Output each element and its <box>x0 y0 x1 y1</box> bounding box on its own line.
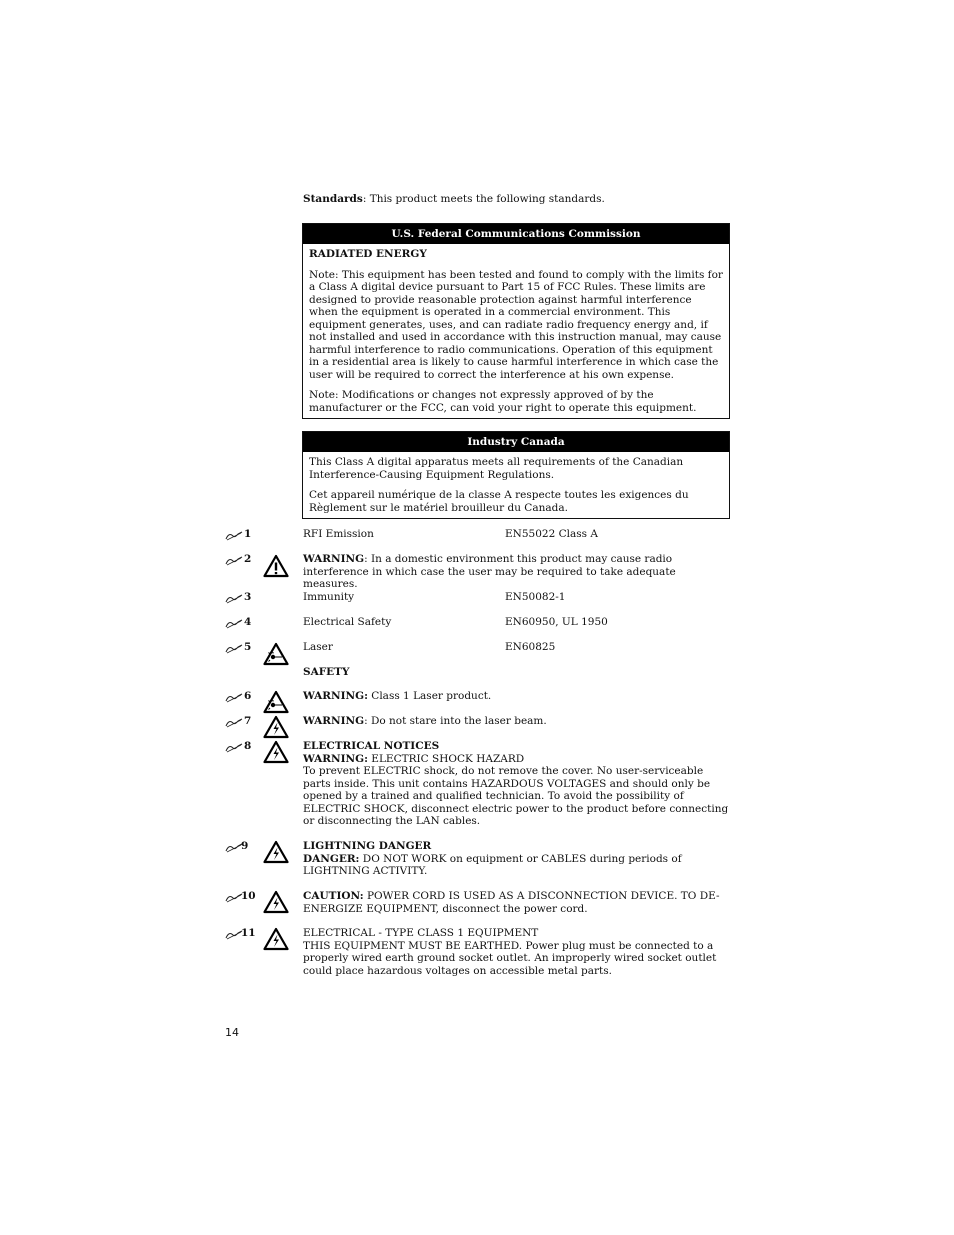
page-number: 14 <box>225 1026 239 1039</box>
high-voltage-icon <box>263 715 289 739</box>
item-rest: ELECTRIC SHOCK HAZARD <box>367 752 525 765</box>
fcc-title: RADIATED ENERGY <box>309 248 427 260</box>
canada-header: Industry Canada <box>303 432 729 452</box>
item-label: Immunity <box>303 591 355 603</box>
fcc-paragraph-1: Note: This equipment has been tested and found to comply with the limits for a Class A digital device pursuant to Part 15 of FCC Rules. These limits are designed to provide reasonable protection against harmful interference when the equipment is operated in a commercial environment. This equipment generates, uses, and can radiate radio frequency energy and, if not installed and used in accordance with this instruction manual, may cause harmful interference to radio communications. Operation of this equipment in a residential area is likely to cause harmful interference in which case the user will be required to correct the interference at his own expense. <box>309 268 723 381</box>
item-bold: CAUTION: <box>303 890 364 902</box>
fcc-header: U.S. Federal Communications Commission <box>303 224 729 244</box>
item-title: ELECTRICAL - TYPE CLASS 1 EQUIPMENT <box>303 927 539 939</box>
item-bold: WARNING: <box>303 752 368 765</box>
pen-icon <box>225 531 243 541</box>
high-voltage-icon <box>263 740 289 764</box>
item-subline <box>303 753 731 766</box>
item-value: EN60950, UL 1950 <box>505 616 608 628</box>
item-body: To prevent ELECTRIC shock, do not remove the cover. No user-serviceable parts inside. This unit contains HAZARDOUS VOLTAGES and should only be opened by a trained and qualified technician. To avoid the possibility of ELECTRIC SHOCK, disconnect electric power to the product before connecting or disconnecting the LAN cables. <box>303 765 729 827</box>
fcc-paragraph-2: Note: Modifications or changes not expressly approved of by the manufacturer or the FCC, can void your right to operate this equipment. <box>309 389 697 414</box>
item-title: LIGHTNING DANGER <box>303 840 432 852</box>
item-label: RFI Emission <box>303 528 374 540</box>
pen-icon <box>225 718 243 728</box>
item-title: ELECTRICAL NOTICES <box>303 740 440 752</box>
item-number: 5 <box>244 641 252 653</box>
item-text <box>303 553 731 591</box>
item-label: Laser <box>303 641 333 653</box>
warning-exclamation-icon <box>263 554 289 578</box>
high-voltage-icon <box>263 890 289 914</box>
item-text <box>303 890 731 915</box>
item-value: EN50082-1 <box>505 591 566 603</box>
pen-icon <box>225 693 243 703</box>
item-value: EN55022 Class A <box>505 528 598 540</box>
item-value: EN60825 <box>505 641 556 653</box>
pen-icon <box>225 556 243 566</box>
item-rest: : In a domestic environment this product may cause radio interference in which case the user may be required to take adequate measures. <box>303 553 676 590</box>
item-number: 2 <box>244 553 252 565</box>
item-bold: DANGER: <box>303 852 360 865</box>
item-number: 11 <box>241 927 256 939</box>
canada-paragraph-1: This Class A digital apparatus meets all requirements of the Canadian Interference-Causing Equipment Regulations. <box>309 456 684 481</box>
item-rest: DO NOT WORK on equipment or CABLES during periods of LIGHTNING ACTIVITY. <box>303 852 682 877</box>
item-text <box>303 927 731 977</box>
pen-icon <box>225 644 243 654</box>
item-number: 10 <box>241 890 256 902</box>
safety-heading: SAFETY <box>303 666 350 678</box>
item-number: 4 <box>244 616 252 628</box>
standards-label: Standards <box>303 193 363 205</box>
item-bold: WARNING <box>303 553 365 565</box>
item-text <box>303 740 731 828</box>
canada-paragraph-2: Cet appareil numérique de la classe A respecte toutes les exigences du Règlement sur le matériel brouilleur du Canada. <box>309 489 689 514</box>
high-voltage-icon <box>263 927 289 951</box>
item-subline <box>303 853 731 878</box>
item-rest: POWER CORD IS USED AS A DISCONNECTION DEVICE. TO DE-ENERGIZE EQUIPMENT, disconnect the power cord. <box>303 890 720 915</box>
item-number: 9 <box>241 840 249 852</box>
item-text <box>303 715 731 728</box>
laser-warning-icon <box>263 642 289 666</box>
item-text <box>303 690 731 703</box>
pen-icon <box>225 619 243 629</box>
item-rest: Class 1 Laser product. <box>367 690 492 702</box>
fcc-box <box>302 223 730 419</box>
item-number: 8 <box>244 740 252 752</box>
standards-intro <box>303 193 605 206</box>
pen-icon <box>225 594 243 604</box>
standards-text: : This product meets the following standards. <box>362 193 605 205</box>
pen-icon <box>225 743 243 753</box>
laser-warning-icon <box>263 690 289 714</box>
item-body: THIS EQUIPMENT MUST BE EARTHED. Power plug must be connected to a properly wired earth ground socket outlet. An improperly wired socket outlet could place hazardous voltages on accessible metal parts. <box>303 939 717 977</box>
item-bold: WARNING: <box>303 690 368 702</box>
item-number: 1 <box>244 528 252 540</box>
item-number: 7 <box>244 715 252 727</box>
item-bold: WARNING <box>303 715 365 727</box>
canada-box <box>302 431 730 519</box>
item-number: 6 <box>244 690 252 702</box>
item-text <box>303 840 731 878</box>
item-number: 3 <box>244 591 252 603</box>
item-rest: : Do not stare into the laser beam. <box>364 715 547 727</box>
item-label: Electrical Safety <box>303 616 392 628</box>
high-voltage-icon <box>263 840 289 864</box>
